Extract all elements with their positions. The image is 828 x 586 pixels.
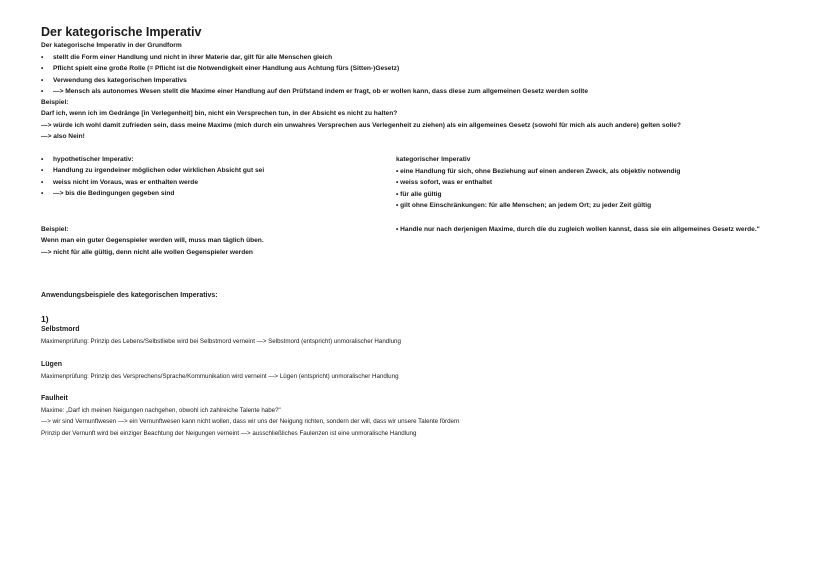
list-item-text: —> Mensch als autonomes Wesen stellt die Maxime einer Handlung auf den Prüfstand indem er fragt, ob er wollen kann, dass diese zum allgemeinen Gesetz werden sollte: [53, 87, 589, 95]
list-item: [41, 86, 741, 97]
list-item: [41, 165, 381, 176]
example-line: Darf ich, wenn ich im Gedränge [in Verlegenheit] bin, nicht ein Versprechen tun, in der Absicht es nicht zu halten?: [41, 110, 398, 118]
case-line: Maximenprüfung: Prinzip des Versprechens/Sprache/Kommunikation wird verneint —> Lügen (entspricht) unmoralischer Handlung: [41, 373, 399, 380]
list-item-text: weiss nicht im Voraus, was er enthalten werde: [53, 178, 198, 186]
list-item-text: Pflicht spielt eine große Rolle (= Pflicht ist die Notwendigkeit einer Handlung aus Achtung fürs (Sitten-)Gesetz): [53, 65, 400, 73]
example-line: —> nicht für alle gültig, denn nicht alle wollen Gegenspieler werden: [41, 248, 253, 256]
hypothetical-example-block: [41, 224, 264, 258]
list-item-text: —> bis die Bedingungen gegeben sind: [53, 189, 175, 197]
page-title: Der kategorische Imperativ: [41, 25, 202, 39]
list-item-text: Verwendung des kategorischen Imperativs: [53, 76, 187, 84]
categorical-imperative-block: [396, 154, 680, 212]
list-item-text: hypothetischer Imperativ:: [53, 156, 134, 163]
list-item-text: Handlung zu irgendeiner möglichen oder wirklichen Absicht gut sei: [53, 167, 265, 175]
categorical-item: • eine Handlung für sich, ohne Beziehung auf einen anderen Zweck, als objektiv notwendig: [396, 167, 681, 175]
categorical-item: • gilt ohne Einschränkungen: für alle Menschen; an jedem Ort; zu jeder Zeit gültig: [396, 202, 652, 210]
case-title-selbstmord: Selbstmord: [41, 326, 80, 333]
bullet-icon: •: [41, 167, 44, 175]
bullet-icon: •: [41, 156, 44, 163]
example-line: —> also Nein!: [41, 132, 85, 140]
grundform-list: [41, 52, 741, 97]
applications-heading: Anwendungsbeispiele des kategorischen Imperativs:: [41, 292, 218, 299]
case-line: Maxime: „Darf ich meinen Neigungen nachgehen, obwohl ich zahlreiche Talente habe?": [41, 407, 281, 414]
bullet-icon: •: [41, 65, 44, 73]
list-item: [41, 63, 741, 74]
hypothetical-imperative-list: [41, 154, 381, 199]
list-item: [41, 75, 741, 86]
categorical-item: • für alle gültig: [396, 190, 442, 198]
example-block: [41, 97, 681, 142]
example-line: —> würde ich wohl damit zufrieden sein, dass meine Maxime (mich durch ein unwahres Versprechen aus Verlegenheit zu ziehen) als ein allgemeines Gesetz (sowohl für mich als auch andere) gelten solle?: [41, 121, 681, 129]
bullet-icon: •: [41, 87, 44, 95]
bullet-icon: •: [41, 54, 44, 61]
example-label: Beispiel:: [41, 99, 69, 106]
list-item: [41, 52, 741, 63]
case-lines-faulheit: [41, 405, 459, 439]
applications-number: 1): [41, 314, 49, 324]
categorical-maxim: • Handle nur nach derjenigen Maxime, durch die du zugleich wollen kannst, dass sie ein allgemeines Gesetz werde.": [396, 226, 760, 233]
case-line: Maximenprüfung: Prinzip des Lebens/Selbstliebe wird bei Selbstmord verneint —> Selbstmord (entspricht) unmoralischer Handlung: [41, 338, 401, 345]
case-title-faulheit: Faulheit: [41, 395, 68, 402]
example-line: Wenn man ein guter Gegenspieler werden will, muss man täglich üben.: [41, 237, 264, 245]
bullet-icon: •: [41, 178, 44, 186]
case-line: —> wir sind Vernunftwesen —> ein Vernunftwesen kann nicht wollen, dass wir uns der Neigung richten, sondern der will, dass wir unsere Talente fördern: [41, 418, 460, 426]
list-item: [41, 154, 381, 165]
bullet-icon: •: [41, 189, 44, 197]
list-item: [41, 188, 381, 199]
categorical-heading: kategorischer Imperativ: [396, 156, 471, 163]
example-label: Beispiel:: [41, 226, 69, 233]
case-title-luegen: Lügen: [41, 361, 62, 368]
bullet-icon: •: [41, 76, 44, 84]
list-item: [41, 177, 381, 188]
list-item-text: stellt die Form einer Handlung und nicht in ihrer Materie dar, gilt für alle Menschen gleich: [53, 54, 333, 61]
case-line: Prinzip der Vernunft wird bei einziger Beachtung der Neigungen verneint —> ausschließliches Faulenzen ist eine unmoralische Handlung: [41, 429, 417, 437]
page-subtitle: Der kategorische Imperativ in der Grundform: [41, 42, 182, 49]
categorical-item: • weiss sofort, was er enthaltet: [396, 179, 493, 187]
